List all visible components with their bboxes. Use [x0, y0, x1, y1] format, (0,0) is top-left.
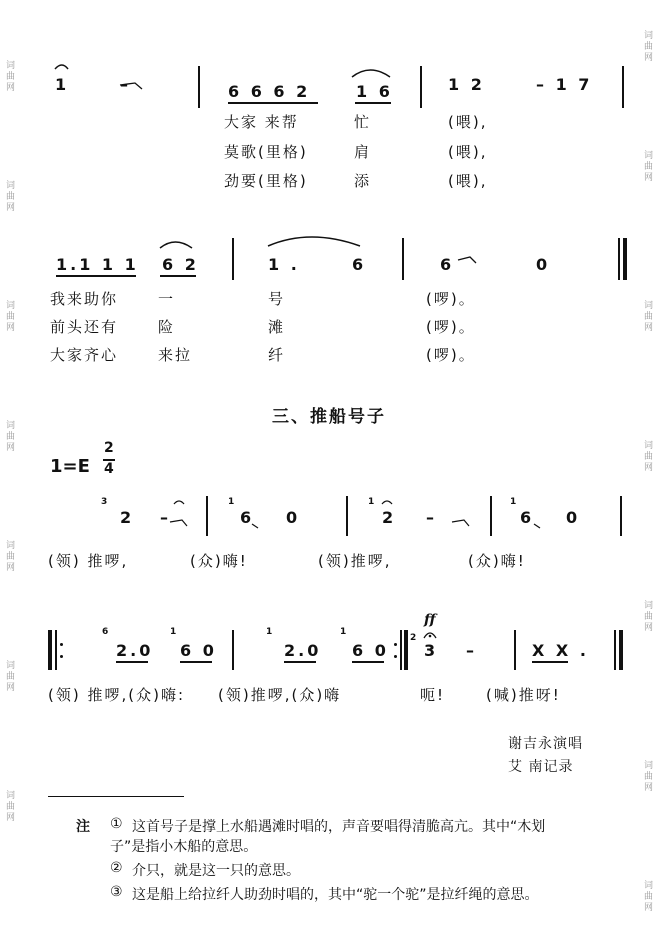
repeat-dot [60, 655, 63, 658]
grace-4-5: 2 [410, 633, 417, 643]
underline [160, 275, 196, 277]
note-1-4: 1 6 [356, 82, 393, 101]
watermark-left-4: 词曲网 [4, 420, 14, 453]
repeat-dot [60, 643, 63, 646]
lyric-2-2a: 前头还有 [50, 318, 119, 336]
note-1-5: 1 2 [448, 75, 485, 94]
note-1-3: 6 6 6 2 [228, 82, 311, 101]
barline [198, 66, 200, 108]
note-4-3: 2.0 [284, 641, 322, 660]
watermark-right-3: 词曲网 [642, 300, 652, 333]
watermark-left-7: 词曲网 [4, 790, 14, 823]
time-top: 2 [104, 440, 114, 456]
time-bottom: 4 [104, 461, 114, 477]
underline [284, 661, 316, 663]
note-2-3: 1 . [268, 255, 300, 274]
note-4-1: 2.0 [116, 641, 154, 660]
barline [402, 238, 404, 280]
watermark-left-5: 词曲网 [4, 540, 14, 573]
note-4-4: 6 0 [352, 641, 389, 660]
watermark-right-2: 词曲网 [642, 150, 652, 183]
note-3-7: 6 [520, 508, 535, 527]
repeat-dot [394, 643, 397, 646]
note-3-2: – [160, 508, 171, 527]
lyric-4-4: (喊)推呀! [486, 686, 561, 704]
watermark-left-3: 词曲网 [4, 300, 14, 333]
footnote-2-marker: ② [110, 860, 123, 876]
watermark-right-4: 词曲网 [642, 440, 652, 473]
lyric-2-1c: 号 [268, 290, 286, 308]
watermark-right-5: 词曲网 [642, 600, 652, 633]
barline-final-thin [614, 630, 616, 670]
barline [622, 66, 624, 108]
watermark-right-1: 词曲网 [642, 30, 652, 63]
note-3-5: 2 [382, 508, 397, 527]
note-1-6: – 1 7 [536, 75, 593, 94]
lyric-2-1a: 我来助你 [50, 290, 119, 308]
lyric-3-1: (领) 推啰, [48, 552, 129, 570]
underline [56, 275, 136, 277]
watermark-left-6: 词曲网 [4, 660, 14, 693]
lyric-2-2b: 险 [158, 318, 176, 336]
note-3-1: 2 [120, 508, 135, 527]
grace-4-1: 6 [102, 627, 109, 637]
note-2-1: 1.1 1 1 [56, 255, 139, 274]
lyric-1-2c: (喂), [448, 143, 488, 161]
lyric-1-2b: 肩 [354, 143, 372, 161]
footnote-1-text: 这首号子是撑上水船遇滩时唱的，声音要唱得清脆高亢。其中“木划 [132, 819, 546, 835]
key-label: 1=E [50, 456, 90, 477]
barline-final-thin [618, 238, 620, 280]
credit-singer: 谢吉永演唱 [508, 736, 583, 752]
barline [514, 630, 516, 670]
footnote-divider [48, 796, 184, 797]
lyric-3-2: (众)嗨! [190, 552, 248, 570]
watermark-right-7: 词曲网 [642, 880, 652, 913]
footnote-3-marker: ③ [110, 884, 123, 900]
lyric-1-1a: 大家 来帮 [224, 113, 299, 131]
barline-final-thick [623, 238, 627, 280]
lyric-3-4: (众)嗨! [468, 552, 526, 570]
note-1-1: 1 [55, 75, 70, 94]
repeat-dot [394, 655, 397, 658]
barline [232, 238, 234, 280]
footnote-1-cont: 子”是指小木船的意思。 [110, 839, 258, 855]
dynamic-ff: ff [424, 612, 436, 628]
watermark-left-1: 词曲网 [4, 60, 14, 93]
note-4-2: 6 0 [180, 641, 217, 660]
note-3-8: 0 [566, 508, 581, 527]
grace-3-1: 3 [101, 497, 108, 507]
lyric-2-2c: 滩 [268, 318, 286, 336]
repeat-end-thin [400, 630, 402, 670]
watermark-left-2: 词曲网 [4, 180, 14, 213]
underline [116, 661, 148, 663]
lyric-1-3b: 添 [354, 172, 372, 190]
lyric-2-2d: (啰)。 [426, 318, 476, 336]
footnote-2-text: 介只，就是这一只的意思。 [132, 863, 300, 879]
footnote-1-marker: ① [110, 816, 123, 832]
note-3-4: 0 [286, 508, 301, 527]
grace-4-3: 1 [266, 627, 273, 637]
lyric-2-1b: 一 [158, 290, 176, 308]
lyric-1-3c: (喂), [448, 172, 488, 190]
underline [228, 102, 318, 104]
note-1-2: – [120, 75, 131, 94]
lyric-3-3: (领)推啰, [318, 552, 392, 570]
lyric-2-3b: 来拉 [158, 346, 193, 364]
grace-3-3: 1 [368, 497, 375, 507]
repeat-start-thick [48, 630, 52, 670]
grace-3-4: 1 [510, 497, 517, 507]
underline [532, 661, 568, 663]
lyric-4-1: (领) 推啰,(众)嗨: [48, 686, 185, 704]
underline [180, 661, 212, 663]
grace-3-2: 1 [228, 497, 235, 507]
underline [352, 661, 384, 663]
footnote-label: 注 [76, 819, 90, 835]
note-2-2: 6 2 [162, 255, 199, 274]
barline [232, 630, 234, 670]
lyric-4-3: 呃! [420, 686, 446, 704]
lyric-4-2: (领)推啰,(众)嗨 [218, 686, 342, 704]
lyric-1-1c: (喂), [448, 113, 488, 131]
underline [355, 102, 391, 104]
barline [420, 66, 422, 108]
note-4-5: 3 [424, 641, 439, 660]
note-4-6: – [466, 641, 477, 660]
note-2-4: 6 [352, 255, 367, 274]
note-4-7: X X . [532, 641, 589, 660]
fermata-icon [420, 626, 450, 642]
repeat-end-thick [404, 630, 408, 670]
footnote-3-text: 这是船上给拉纤人助劲时唱的，其中“驼一个驼”是拉纤绳的意思。 [132, 887, 539, 903]
grace-4-2: 1 [170, 627, 177, 637]
repeat-start-thin [55, 630, 57, 670]
system-3-breath-marks [50, 497, 630, 540]
lyric-1-1b: 忙 [354, 113, 372, 131]
lyric-2-1d: (啰)。 [426, 290, 476, 308]
watermark-right-6: 词曲网 [642, 760, 652, 793]
lyric-1-3a: 劲要(里格) [224, 172, 308, 190]
credit-recorder: 艾 南记录 [508, 759, 574, 775]
note-2-5: 6 [440, 255, 455, 274]
note-2-6: 0 [536, 255, 551, 274]
note-3-3: 6 [240, 508, 255, 527]
barline-final-thick [619, 630, 623, 670]
lyric-2-3d: (啰)。 [426, 346, 476, 364]
section-title: 三、推船号子 [272, 407, 386, 427]
grace-4-4: 1 [340, 627, 347, 637]
lyric-2-3c: 纤 [268, 346, 286, 364]
note-3-6: – [426, 508, 437, 527]
lyric-1-2a: 莫歌(里格) [224, 143, 308, 161]
lyric-2-3a: 大家齐心 [50, 346, 119, 364]
